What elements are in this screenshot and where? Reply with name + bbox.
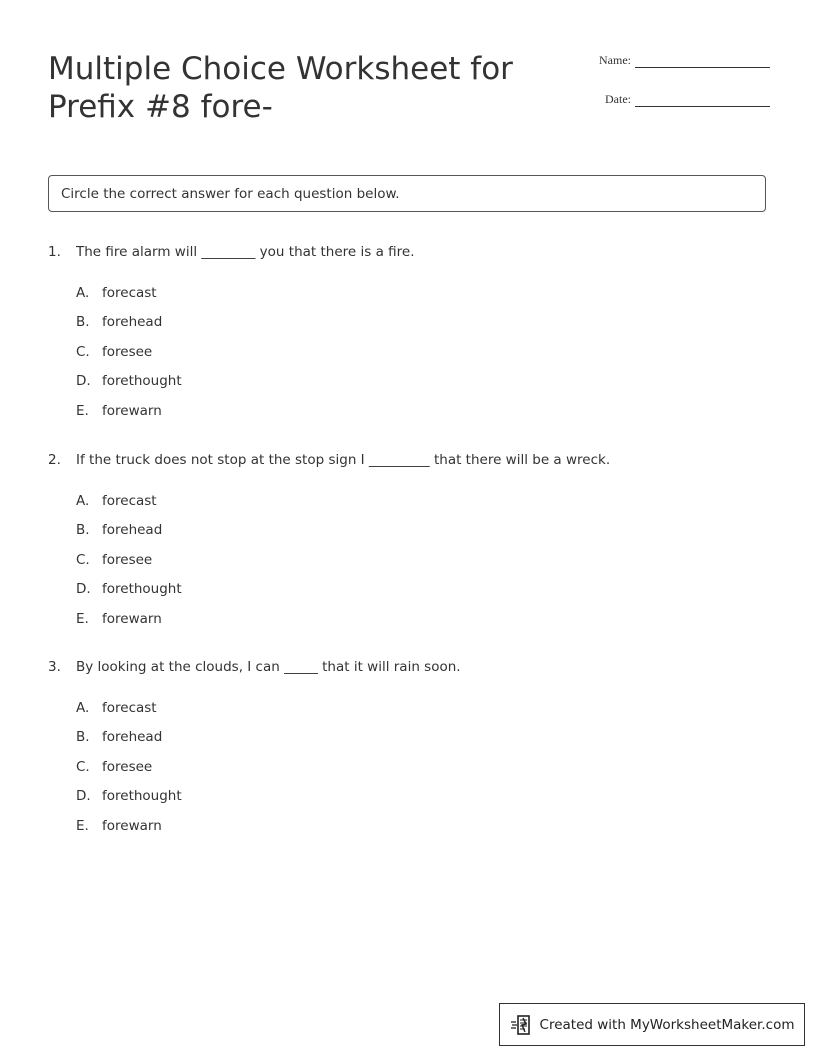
option-letter: D. — [76, 581, 91, 598]
option-letter: C. — [76, 551, 90, 568]
option-c — [76, 551, 768, 580]
date-row — [560, 89, 770, 107]
option-letter: C. — [76, 758, 90, 775]
option-letter: D. — [76, 788, 91, 805]
option-letter: B. — [76, 522, 90, 539]
option-letter: C. — [76, 343, 90, 360]
worksheet-title — [48, 50, 568, 126]
question-text: If the truck does not stop at the stop sign I _________ that there will be a wreck. — [76, 452, 611, 468]
option-text: forethought — [102, 373, 182, 390]
answer-options — [48, 699, 768, 846]
question-3 — [48, 658, 768, 846]
name-blank-line — [635, 51, 770, 68]
option-a — [76, 284, 768, 313]
option-text: foresee — [102, 343, 153, 360]
option-text: foresee — [102, 758, 153, 775]
option-text: foresee — [102, 551, 153, 568]
option-text: forecast — [102, 493, 157, 509]
option-e — [76, 402, 768, 431]
option-b — [76, 521, 768, 550]
title-line-1: Multiple Choice Worksheet for — [48, 51, 513, 87]
option-letter: D. — [76, 373, 91, 390]
option-d — [76, 787, 768, 816]
question-stem — [48, 243, 768, 261]
option-letter: E. — [76, 402, 89, 419]
option-text: forecast — [102, 700, 157, 716]
option-letter: A. — [76, 285, 90, 301]
option-text: forewarn — [102, 817, 162, 834]
option-letter: A. — [76, 700, 90, 716]
option-letter: B. — [76, 314, 90, 331]
name-label: Name: — [599, 53, 631, 67]
option-c — [76, 758, 768, 787]
footer-credit — [499, 1003, 805, 1046]
option-text: forehead — [102, 522, 163, 539]
question-2 — [48, 451, 768, 639]
student-info — [560, 50, 770, 107]
worksheet-maker-logo-icon — [510, 1014, 532, 1036]
name-row — [560, 50, 770, 68]
date-blank-line — [635, 90, 770, 107]
instructions-text: Circle the correct answer for each question below. — [61, 185, 400, 202]
option-text: forethought — [102, 788, 182, 805]
question-number: 2. — [48, 452, 61, 468]
option-d — [76, 580, 768, 609]
title-line-2: Prefix #8 fore- — [48, 89, 273, 125]
option-text: forethought — [102, 581, 182, 598]
option-a — [76, 699, 768, 728]
option-b — [76, 313, 768, 342]
option-text: forecast — [102, 285, 157, 301]
option-e — [76, 610, 768, 639]
option-letter: E. — [76, 610, 89, 627]
option-letter: E. — [76, 817, 89, 834]
question-text: By looking at the clouds, I can _____ that it will rain soon. — [76, 659, 461, 675]
option-e — [76, 817, 768, 846]
instructions-box — [48, 175, 766, 212]
question-text: The fire alarm will ________ you that there is a fire. — [76, 244, 415, 260]
option-d — [76, 372, 768, 401]
question-stem — [48, 658, 768, 676]
option-letter: A. — [76, 493, 90, 509]
option-a — [76, 492, 768, 521]
question-1 — [48, 243, 768, 431]
question-number: 1. — [48, 244, 61, 260]
option-text: forehead — [102, 314, 163, 331]
answer-options — [48, 492, 768, 639]
option-text: forewarn — [102, 610, 162, 627]
question-stem — [48, 451, 768, 469]
question-number: 3. — [48, 659, 61, 675]
date-label: Date: — [605, 92, 631, 106]
option-b — [76, 728, 768, 757]
option-text: forehead — [102, 729, 163, 746]
answer-options — [48, 284, 768, 431]
footer-text: Created with MyWorksheetMaker.com — [539, 1016, 795, 1033]
option-text: forewarn — [102, 402, 162, 419]
option-letter: B. — [76, 729, 90, 746]
option-c — [76, 343, 768, 372]
